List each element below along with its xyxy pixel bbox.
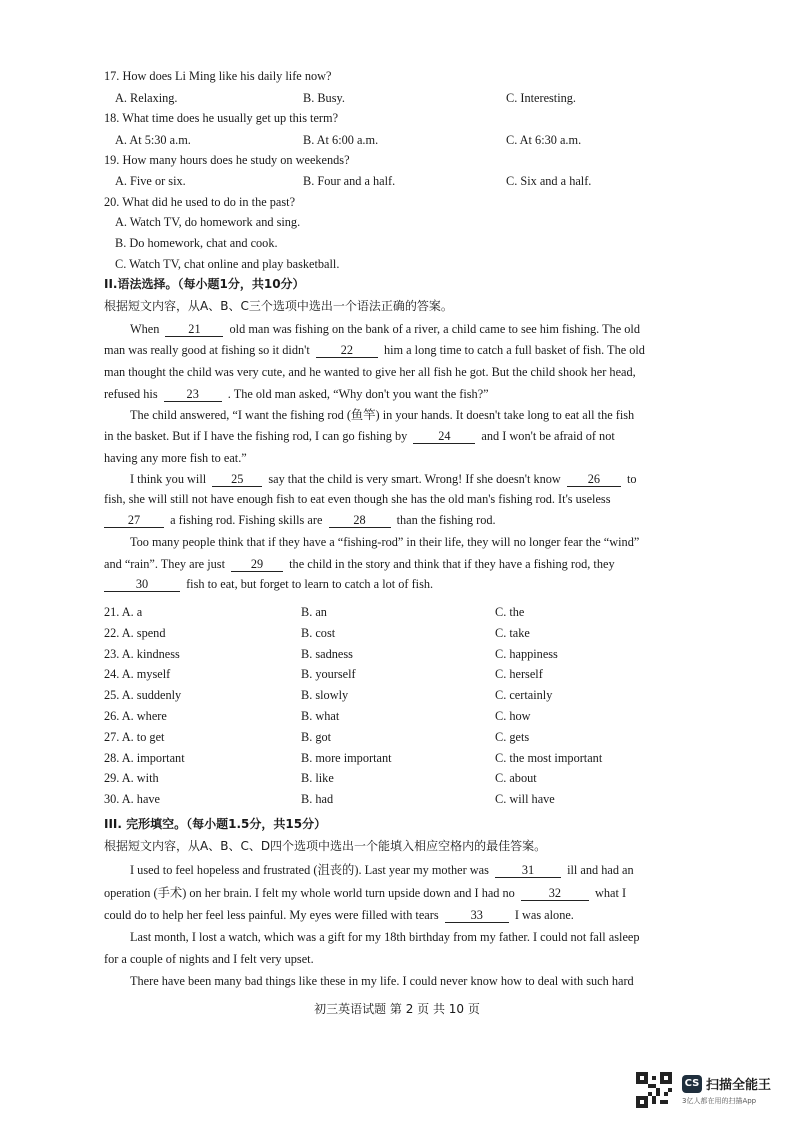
scanner-brand: 扫描全能王 bbox=[706, 1078, 772, 1093]
blank-23[interactable]: 23 bbox=[164, 387, 222, 402]
section3-instruction: 根据短文内容，从A、B、C、D四个选项中选出一个能填入相应空格内的最佳答案。 bbox=[104, 839, 547, 853]
blank-27[interactable]: 27 bbox=[104, 513, 164, 528]
blank-29[interactable]: 29 bbox=[231, 557, 283, 572]
passage3-line: Last month, I lost a watch, which was a gift for my 18th birthday from my father. I could not fall asleep bbox=[130, 930, 640, 944]
option-b: B. yourself bbox=[301, 667, 356, 682]
passage2-line bbox=[104, 556, 615, 572]
option-b: B. like bbox=[301, 771, 334, 786]
passage2-line: The child answered, “I want the fishing rod (鱼竿) in your hands. It doesn't take long to eat all the fish bbox=[130, 408, 635, 422]
q17-stem: 17. How does Li Ming like his daily life now? bbox=[104, 69, 332, 83]
option-b: B. slowly bbox=[301, 688, 349, 703]
passage3-line: for a couple of nights and I felt very upset. bbox=[104, 952, 314, 966]
option-c: C. how bbox=[495, 709, 531, 723]
text: a fishing rod. Fishing skills are bbox=[170, 513, 323, 527]
option-a: 29. A. with bbox=[104, 771, 159, 786]
option-c: C. gets bbox=[495, 729, 530, 744]
q18-option-a: A. At 5:30 a.m. bbox=[115, 133, 191, 147]
option-c: C. will have bbox=[495, 792, 555, 807]
text: fish to eat, but forget to learn to catch a lot of fish. bbox=[186, 577, 434, 591]
text: and “rain”. They are just bbox=[104, 557, 225, 571]
passage2-line bbox=[104, 576, 433, 592]
passage3-line bbox=[104, 907, 574, 923]
passage2-line bbox=[104, 342, 645, 358]
scanner-tagline: 3亿人都在用的扫描App bbox=[682, 1097, 757, 1105]
q17-option-b: B. Busy. bbox=[303, 91, 345, 105]
text: him a long time to catch a full basket of fish. The old bbox=[383, 343, 645, 357]
blank-24[interactable]: 24 bbox=[413, 429, 475, 444]
text: could do to help her feel less painful. My eyes were filled with tears bbox=[104, 908, 439, 922]
passage2-line: Too many people think that if they have a “fishing-rod” in their life, they will no longer fear the “wind” bbox=[130, 535, 640, 549]
text: old man was fishing on the bank of a river, a child came to see him fishing. The old bbox=[229, 322, 640, 336]
q17-option-c: C. Interesting. bbox=[506, 91, 577, 105]
option-b: B. sadness bbox=[301, 646, 353, 661]
text: and I won't be afraid of not bbox=[481, 429, 615, 443]
option-b: B. an bbox=[301, 605, 327, 619]
text: say that the child is very smart. Wrong! If she doesn't know bbox=[268, 472, 561, 486]
text: refused his bbox=[104, 387, 158, 401]
text: what I bbox=[594, 886, 627, 900]
option-c: C. the most important bbox=[495, 750, 603, 765]
passage2-line bbox=[104, 428, 615, 444]
section2-title: II.语法选择。（每小题1分，共10分） bbox=[104, 277, 305, 291]
text: than the fishing rod. bbox=[396, 513, 496, 527]
option-c: C. about bbox=[495, 771, 537, 786]
passage2-line: fish, she will still not have enough fish to eat even though she has the old man's fishing rod. It's useless bbox=[104, 492, 611, 506]
q18-option-c: C. At 6:30 a.m. bbox=[506, 133, 582, 147]
q17-option-a: A. Relaxing. bbox=[115, 91, 178, 105]
section3-title: III. 完形填空。（每小题1.5分，共15分） bbox=[104, 817, 327, 831]
text: operation (手术) on her brain. I felt my whole world turn upside down and I had no bbox=[104, 886, 515, 900]
blank-33[interactable]: 33 bbox=[445, 908, 509, 923]
blank-22[interactable]: 22 bbox=[316, 343, 378, 358]
text: man was really good at fishing so it didn't bbox=[104, 343, 310, 357]
blank-28[interactable]: 28 bbox=[329, 513, 391, 528]
passage3-line bbox=[104, 885, 626, 901]
q18-option-b: B. At 6:00 a.m. bbox=[303, 133, 379, 147]
passage2-line bbox=[104, 512, 496, 528]
option-a: 22. A. spend bbox=[104, 625, 166, 640]
text: I was alone. bbox=[514, 908, 574, 922]
q19-option-b: B. Four and a half. bbox=[303, 174, 396, 188]
q20-option-b: B. Do homework, chat and cook. bbox=[115, 236, 278, 250]
text: When bbox=[130, 322, 160, 336]
q20-option-c: C. Watch TV, chat online and play basketball. bbox=[115, 257, 340, 271]
page-footer: 初三英语试题 第 2 页 共 10 页 bbox=[314, 1002, 480, 1016]
q19-option-a: A. Five or six. bbox=[115, 174, 186, 188]
text: ill and had an bbox=[567, 863, 634, 877]
option-a: 30. A. have bbox=[104, 792, 161, 807]
option-b: B. what bbox=[301, 709, 340, 723]
option-c: C. the bbox=[495, 605, 525, 619]
text: to bbox=[626, 472, 637, 486]
option-a: 24. A. myself bbox=[104, 667, 171, 682]
scanner-logo-icon: CS bbox=[682, 1075, 702, 1093]
option-a: 26. A. where bbox=[104, 709, 167, 723]
passage2-line bbox=[130, 471, 637, 487]
text: the child in the story and think that if they have a fishing rod, they bbox=[289, 557, 615, 571]
q19-option-c: C. Six and a half. bbox=[506, 174, 592, 188]
blank-30[interactable]: 30 bbox=[104, 577, 180, 592]
option-b: B. got bbox=[301, 729, 332, 744]
option-b: B. cost bbox=[301, 625, 336, 640]
text: I think you will bbox=[130, 472, 207, 486]
text: I used to feel hopeless and frustrated (沮丧的). Last year my mother was bbox=[130, 863, 489, 877]
passage2-line: man thought the child was very cute, and he wanted to give her all fish he got. But the child shook her head, bbox=[104, 365, 636, 379]
option-c: C. herself bbox=[495, 667, 543, 682]
passage3-line: There have been many bad things like these in my life. I could never know how to deal with such hard bbox=[130, 974, 634, 988]
blank-31[interactable]: 31 bbox=[495, 863, 561, 878]
q18-stem: 18. What time does he usually get up this term? bbox=[104, 111, 339, 125]
q20-option-a: A. Watch TV, do homework and sing. bbox=[115, 215, 301, 229]
option-a: 21. A. a bbox=[104, 605, 143, 619]
text: . The old man asked, “Why don't you want the fish?” bbox=[227, 387, 489, 401]
option-a: 23. A. kindness bbox=[104, 646, 180, 661]
q19-stem: 19. How many hours does he study on weekends? bbox=[104, 153, 350, 167]
option-c: C. happiness bbox=[495, 646, 558, 661]
option-b: B. had bbox=[301, 792, 334, 807]
option-b: B. more important bbox=[301, 750, 392, 765]
scanner-watermark bbox=[636, 1072, 786, 1114]
section2-instruction: 根据短文内容，从A、B、C三个选项中选出一个语法正确的答案。 bbox=[104, 299, 453, 313]
passage2-line bbox=[130, 321, 640, 337]
option-a: 28. A. important bbox=[104, 750, 185, 765]
blank-21[interactable]: 21 bbox=[165, 322, 223, 337]
passage2-line bbox=[104, 386, 489, 402]
qr-code-icon bbox=[636, 1072, 672, 1108]
option-c: C. take bbox=[495, 625, 530, 640]
text: in the basket. But if I have the fishing rod, I can go fishing by bbox=[104, 429, 408, 443]
blank-26[interactable]: 26 bbox=[567, 472, 621, 487]
option-a: 25. A. suddenly bbox=[104, 688, 182, 703]
option-c: C. certainly bbox=[495, 688, 553, 703]
blank-32[interactable]: 32 bbox=[521, 886, 589, 901]
passage3-line bbox=[130, 862, 634, 878]
passage2-line: having any more fish to eat.” bbox=[104, 451, 247, 465]
q20-stem: 20. What did he used to do in the past? bbox=[104, 195, 296, 209]
option-a: 27. A. to get bbox=[104, 729, 165, 744]
blank-25[interactable]: 25 bbox=[212, 472, 262, 487]
